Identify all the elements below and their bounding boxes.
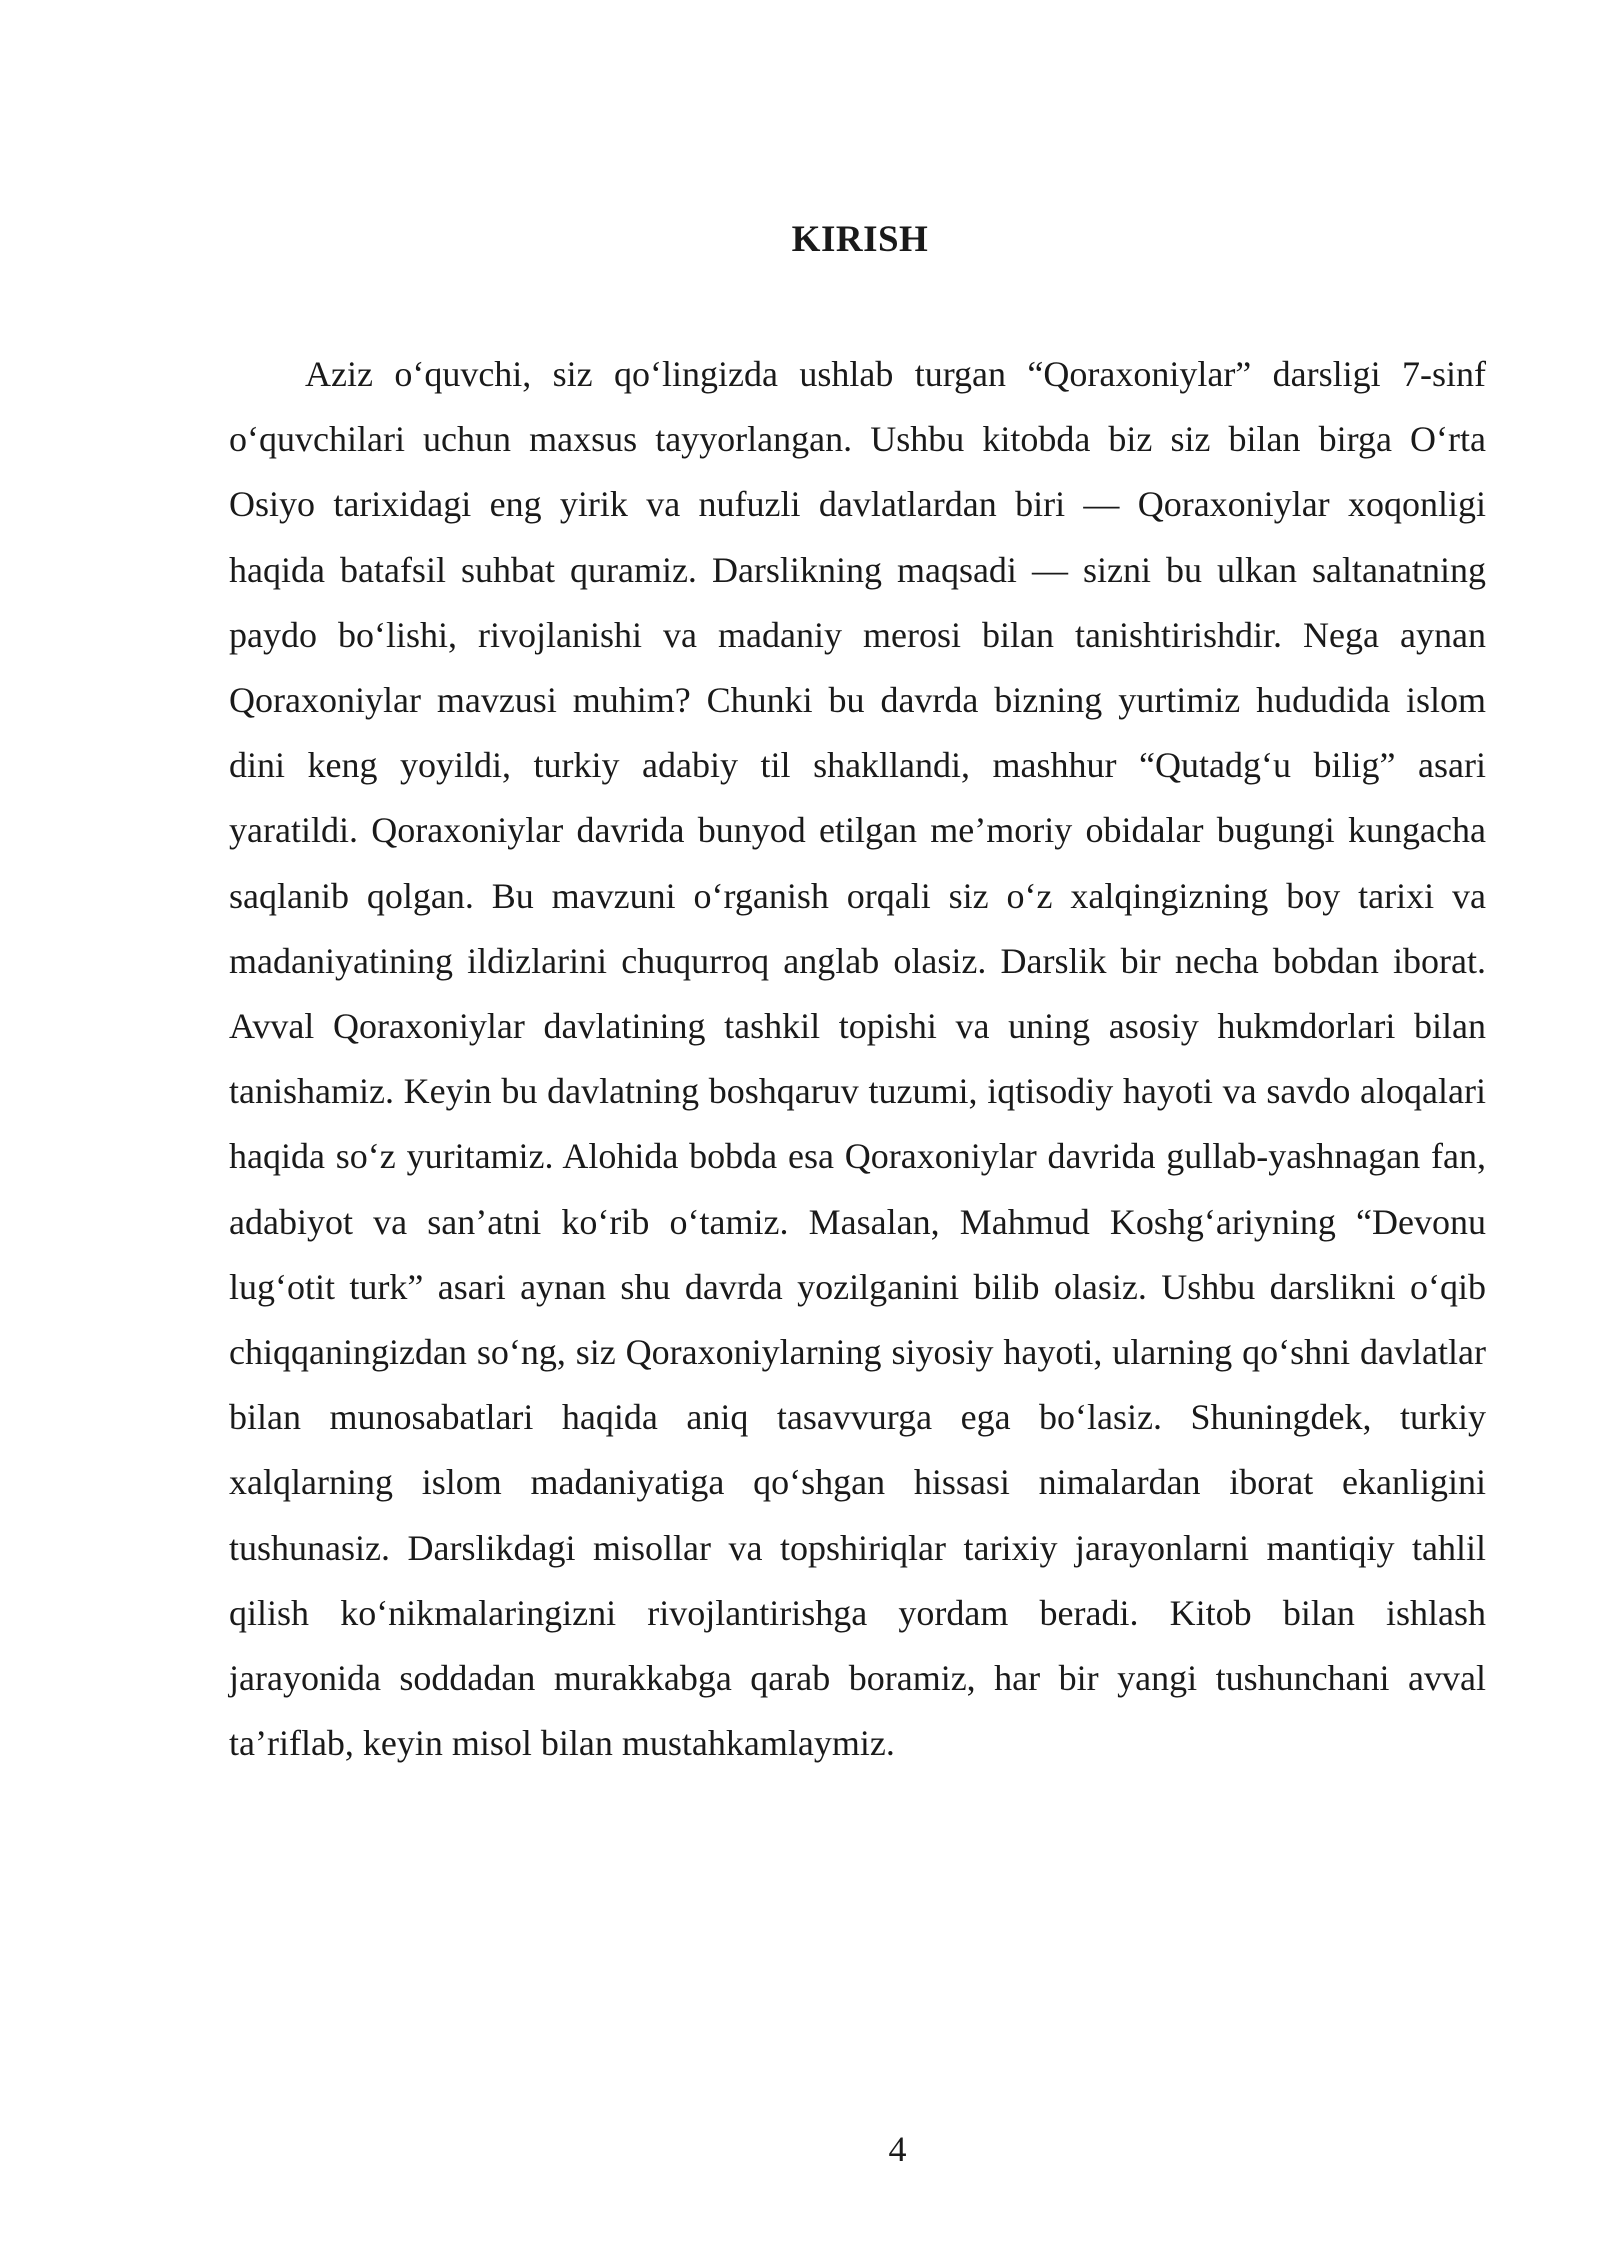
intro-paragraph: Aziz o‘quvchi, siz qo‘lingizda ushlab turgan “Qoraxoniylar” darsligi 7-sinf o‘quvchilari uchun maxsus tayyorlangan. Ushbu kitobda biz siz bilan birga O‘rta Osiyo tarixidagi eng yirik va nufuzli davlatlardan biri — Qoraxoniylar xoqonligi haqida batafsil suhbat quramiz. Darslikning maqsadi — sizni bu ulkan saltanatning paydo bo‘lishi, rivojlanishi va madaniy merosi bilan tanishtirishdir. Nega aynan Qoraxoniylar mavzusi muhim? Chunki bu davrda bizning yurtimiz hududida islom dini keng yoyildi, turkiy adabiy til shakllandi, mashhur “Qutadg‘u bilig” asari yaratildi. Qoraxoniylar davrida bunyod etilgan me’moriy obidalar bugungi kungacha saqlanib qolgan. Bu mavzuni o‘rganish orqali siz o‘z xalqingizning boy tarixi va madaniyatining ildizlarini chuqurroq anglab olasiz. Darslik bir necha bobdan iborat. Avval Qoraxoniylar davlatining tashkil topishi va uning asosiy hukmdorlari bilan tanishamiz. Keyin bu davlatning boshqaruv tuzumi, iqtisodiy hayoti va savdo aloqalari haqida so‘z yuritamiz. Alohida bobda esa Qoraxoniylar davrida gullab-yashnagan fan, adabiyot va san’atni ko‘rib o‘tamiz. Masalan, Mahmud Koshg‘ariyning “Devonu lug‘otit turk” asari aynan shu davrda yozilganini bilib olasiz. Ushbu darslikni o‘qib chiqqaningizdan so‘ng, siz Qoraxoniylarning siyosiy hayoti, ularning qo‘shni davlatlar bilan munosabatlari haqida aniq tasavvurga ega bo‘lasiz. Shuningdek, turkiy xalqlarning islom madaniyatiga qo‘shgan hissasi nimalardan iborat ekanligini tushunasiz. Darslikdagi misollar va topshiriqlar tarixiy jarayonlarni mantiqiy tahlil qilish ko‘nikmalaringizni rivojlantirishga yordam beradi. Kitob bilan ishlash jarayonida soddadan murakkabga qarab boramiz, har bir yangi tushunchani avval ta’riflab, keyin misol bilan mustahkamlaymiz. bbox=[229, 354, 1486, 1764]
chapter-heading: KIRISH bbox=[791, 219, 929, 260]
page-number: 4 bbox=[888, 2129, 907, 2169]
